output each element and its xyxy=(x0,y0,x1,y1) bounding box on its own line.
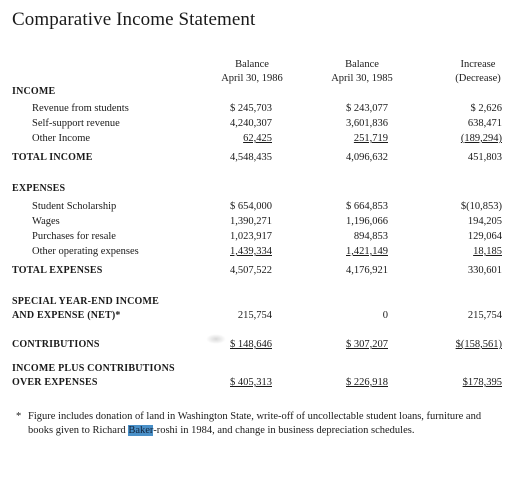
value-1985: $ 226,918 xyxy=(346,377,388,388)
value-change: (189,294) xyxy=(460,133,502,144)
text-selection-highlight[interactable]: Baker xyxy=(128,425,154,436)
value-1986: $ 405,313 xyxy=(230,377,272,388)
total-row xyxy=(0,152,525,166)
value-1986: $ 654,000 xyxy=(230,201,272,212)
row-label: EXPENSES xyxy=(12,183,66,194)
value-1985: 4,176,921 xyxy=(346,265,388,276)
value-1985: 894,853 xyxy=(353,231,388,242)
column-header-line: April 30, 1985 xyxy=(331,73,393,84)
value-1986: 1,439,334 xyxy=(230,246,272,257)
value-1986: 215,754 xyxy=(237,310,272,321)
column-header-1986 xyxy=(212,58,292,86)
section-header-expenses xyxy=(0,183,525,197)
value-1985: 1,421,149 xyxy=(346,246,388,257)
value-change: 18,185 xyxy=(473,246,502,257)
value-1986: 1,023,917 xyxy=(230,231,272,242)
row-label: INCOME xyxy=(12,86,56,97)
footnote-text-part: -roshi in 1984, and change in business depreciation schedules. xyxy=(153,425,415,436)
column-header-line: Balance xyxy=(235,59,269,70)
value-change: 451,803 xyxy=(467,152,502,163)
value-change: 215,754 xyxy=(467,310,502,321)
row-label: Purchases for resale xyxy=(32,231,116,242)
value-change: $178,395 xyxy=(462,377,502,388)
row-label: Student Scholarship xyxy=(32,201,117,212)
table-row xyxy=(0,103,525,117)
value-1985: 1,196,066 xyxy=(346,216,388,227)
value-1985: 0 xyxy=(382,310,388,321)
footnote-asterisk: * xyxy=(16,411,22,422)
value-1985: $ 664,853 xyxy=(346,201,388,212)
value-1985: 3,601,836 xyxy=(346,118,388,129)
table-row xyxy=(0,216,525,230)
footnote-text xyxy=(28,410,496,438)
section-header-net xyxy=(0,363,525,377)
value-change: 129,064 xyxy=(467,231,502,242)
value-1986: 62,425 xyxy=(243,133,272,144)
table-row xyxy=(0,231,525,245)
value-change: $(10,853) xyxy=(460,201,502,212)
value-change: $ 2,626 xyxy=(470,103,502,114)
value-1986: $ 148,646 xyxy=(230,339,272,350)
row-label: TOTAL INCOME xyxy=(12,152,93,163)
table-row xyxy=(0,201,525,215)
page-title: Comparative Income Statement xyxy=(12,9,256,30)
table-row xyxy=(0,133,525,147)
value-1986: $ 245,703 xyxy=(230,103,272,114)
value-1985: 4,096,632 xyxy=(346,152,388,163)
row-label: SPECIAL YEAR-END INCOME xyxy=(12,296,160,307)
value-1986: 4,548,435 xyxy=(230,152,272,163)
row-label: Other Income xyxy=(32,133,91,144)
row-label: INCOME PLUS CONTRIBUTIONS xyxy=(12,363,175,374)
row-label: Revenue from students xyxy=(32,103,129,114)
value-1985: $ 243,077 xyxy=(346,103,388,114)
table-row xyxy=(0,339,525,353)
row-label: AND EXPENSE (NET)* xyxy=(12,310,121,321)
row-label: Self-support revenue xyxy=(32,118,120,129)
column-header-line: Increase xyxy=(460,59,496,70)
column-header-change xyxy=(448,58,508,86)
row-label: TOTAL EXPENSES xyxy=(12,265,103,276)
column-header-line: Balance xyxy=(345,59,379,70)
row-label: CONTRIBUTIONS xyxy=(12,339,100,350)
value-1986: 4,507,522 xyxy=(230,265,272,276)
section-header-income xyxy=(0,86,525,100)
value-1985: 251,719 xyxy=(353,133,388,144)
value-1986: 4,240,307 xyxy=(230,118,272,129)
column-header-1985 xyxy=(322,58,402,86)
value-1986: 1,390,271 xyxy=(230,216,272,227)
value-change: $(158,561) xyxy=(455,339,502,350)
row-label: Wages xyxy=(32,216,60,227)
table-row xyxy=(0,246,525,260)
value-change: 194,205 xyxy=(467,216,502,227)
footnote-text-part: Figure includes donation of land in Washington State, write-off of uncollectable student loans, furniture and books given to Richard xyxy=(28,411,482,436)
value-change: 330,601 xyxy=(467,265,502,276)
column-header-line: (Decrease) xyxy=(455,73,501,84)
table-row xyxy=(0,310,525,324)
value-1985: $ 307,207 xyxy=(346,339,388,350)
table-row xyxy=(0,377,525,391)
row-label: Other operating expenses xyxy=(32,246,139,257)
footnote xyxy=(16,410,496,438)
table-row xyxy=(0,118,525,132)
column-header-line: April 30, 1986 xyxy=(221,73,283,84)
row-label: OVER EXPENSES xyxy=(12,377,98,388)
total-row xyxy=(0,265,525,279)
section-header-special xyxy=(0,296,525,310)
value-change: 638,471 xyxy=(467,118,502,129)
